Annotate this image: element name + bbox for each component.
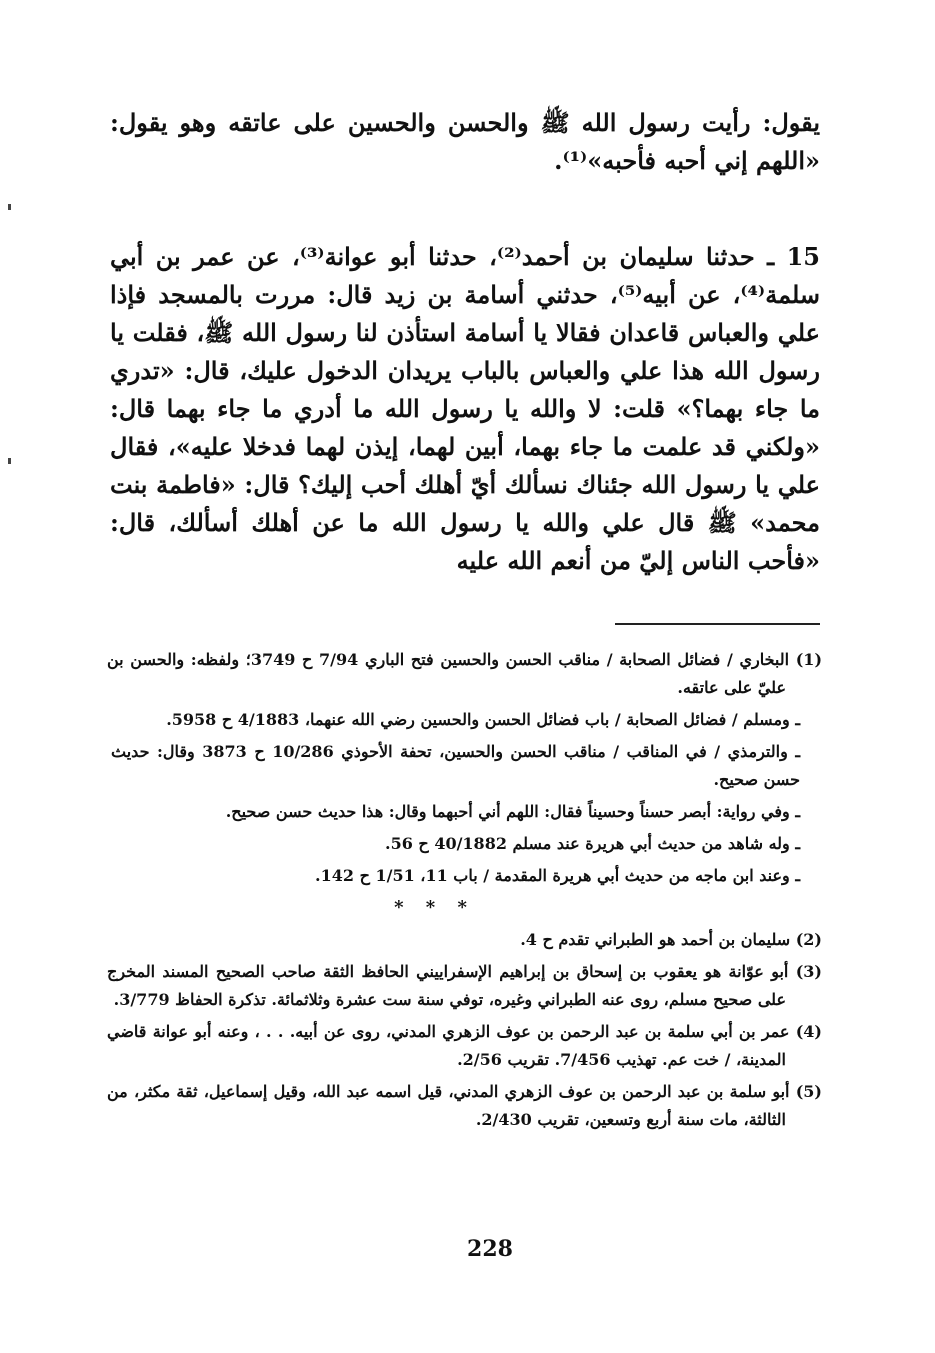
footnotes bbox=[107, 646, 822, 1138]
footnote-1-tirmidhi: ـ والترمذي / في المناقب / مناقب الحسن والحسين، تحفة الأحوذي 10/286 ح 3873 وقال: حديث حسن صحيح. bbox=[111, 742, 801, 789]
paragraph-continuation: يقول: رأيت رسول الله ﷺ والحسن والحسين على عاتقه وهو يقول: «اللهم إني أحبه فأحبه»⁽¹⁾. bbox=[110, 108, 820, 175]
footnote-1-shahid: ـ وله شاهد من حديث أبي هريرة عند مسلم 40/1882 ح 56. bbox=[385, 834, 800, 853]
footnote-5: (5) أبو سلمة بن عبد الرحمن بن عوف الزهري المدني، قيل اسمه عبد الله، وقيل إسماعيل، ثقة مكثر، من الثالثة، مات سنة أربع وتسعين، تقريب 2/430. bbox=[107, 1082, 822, 1129]
footnote-1-riwaya: ـ وفي رواية: أبصر حسناً وحسيناً فقال: اللهم أني أحبهما وقال: هذا حديث حسن صحيح. bbox=[225, 802, 800, 821]
footnote-divider bbox=[615, 623, 820, 625]
footnote-2: (2) سليمان بن أحمد هو الطبراني تقدم ح 4. bbox=[520, 930, 822, 949]
asterisk-separator: * * * bbox=[394, 897, 475, 918]
footnote-1: (1) البخاري / فضائل الصحابة / مناقب الحسن والحسين فتح الباري 7/94 ح 3749؛ ولفظه: والحسن بن عليّ على عاتقه. bbox=[107, 650, 823, 697]
footnote-1-muslim: ـ ومسلم / فضائل الصحابة / باب فضائل الحسن والحسين رضي الله عنهما، 4/1883 ح 5958. bbox=[166, 710, 800, 729]
scan-mark bbox=[8, 204, 11, 210]
footnote-3: (3) أبو عوّانة هو يعقوب بن إسحاق بن إبراهيم الإسفراييني الحافظ الثقة صاحب الصحيح المسند المخرج على صحيح مسلم، روى عنه الطبراني وغيره، توفي سنة ست عشرة وثلاثمائة. تذكرة الحفاظ 3/779. bbox=[107, 962, 822, 1009]
main-text-top bbox=[110, 104, 820, 180]
page-number: 228 bbox=[467, 1236, 513, 1262]
paragraph-hadith-15: 15 ـ حدثنا سليمان بن أحمد⁽²⁾، حدثنا أبو عوانة⁽³⁾، عن عمر بن أبي سلمة⁽⁴⁾، عن أبيه⁽⁵⁾، حدثني أسامة بن زيد قال: مررت بالمسجد فإذا علي والعباس قاعدان فقالا يا أسامة استأذن لنا رسول الله ﷺ، فقلت يا رسول الله هذا علي والعباس بالباب يريدان الدخول عليك، قال: «تدري ما جاء بهما؟» قلت: لا والله يا رسول الله ما أدري ما جاء بهما قال: «ولكني قد علمت ما جاء بهما، أبين لهما، إيذن لهما فدخلا عليه»، فقال علي يا رسول الله جئناك نسألك أيّ أهلك أحب إليك؟ قال: «فاطمة بنت محمد» ﷺ قال علي والله يا رسول الله ما عن أهلك أسألك، قال: «فأحب الناس إليّ من أنعم الله عليه bbox=[110, 242, 820, 575]
footnote-4: (4) عمر بن أبي سلمة بن عبد الرحمن بن عوف الزهري المدني، روى عن أبيه. . . ، وعنه أبو عوانة قاضي المدينة، / خت عم. تهذيب 7/456. تقريب 2/56. bbox=[107, 1022, 822, 1069]
main-text-hadith-15 bbox=[110, 238, 820, 580]
scan-mark bbox=[8, 458, 11, 464]
footnote-1-ibn-majah: ـ وعند ابن ماجه من حديث أبي هريرة المقدمة / باب 11، 1/51 ح 142. bbox=[315, 866, 800, 885]
